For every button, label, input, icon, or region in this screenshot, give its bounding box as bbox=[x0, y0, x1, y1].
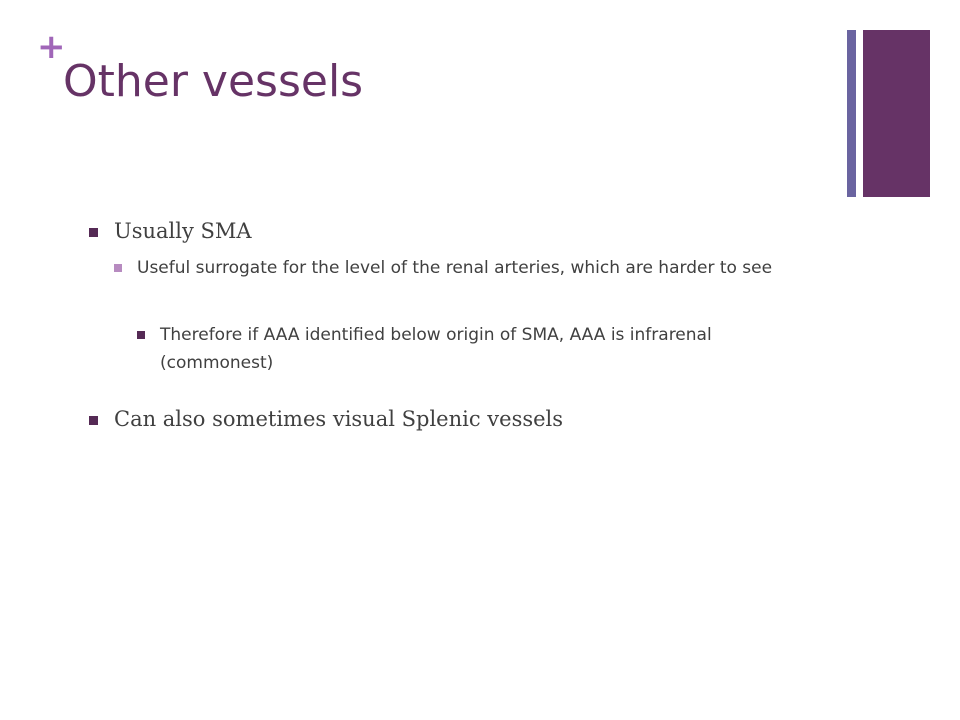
accent-bar-thin bbox=[847, 30, 856, 197]
bullet-level2-text: Useful surrogate for the level of the renal arteries, which are harder to see bbox=[137, 258, 773, 278]
accent-bar-wide bbox=[863, 30, 930, 197]
plus-icon: + bbox=[37, 27, 66, 67]
bullet-square-icon bbox=[137, 331, 145, 339]
bullet-square-icon bbox=[89, 416, 98, 425]
bullet-square-icon bbox=[89, 228, 98, 237]
bullet-level3-text: Therefore if AAA identified below origin of SMA, AAA is infrarenal (commonest) bbox=[160, 325, 712, 373]
bullet-level1-text: Can also sometimes visual Splenic vessels bbox=[114, 407, 564, 431]
bullet-square-icon bbox=[114, 264, 122, 272]
slide-title: Other vessels bbox=[63, 56, 364, 107]
bullet-level1-text: Usually SMA bbox=[114, 219, 252, 243]
